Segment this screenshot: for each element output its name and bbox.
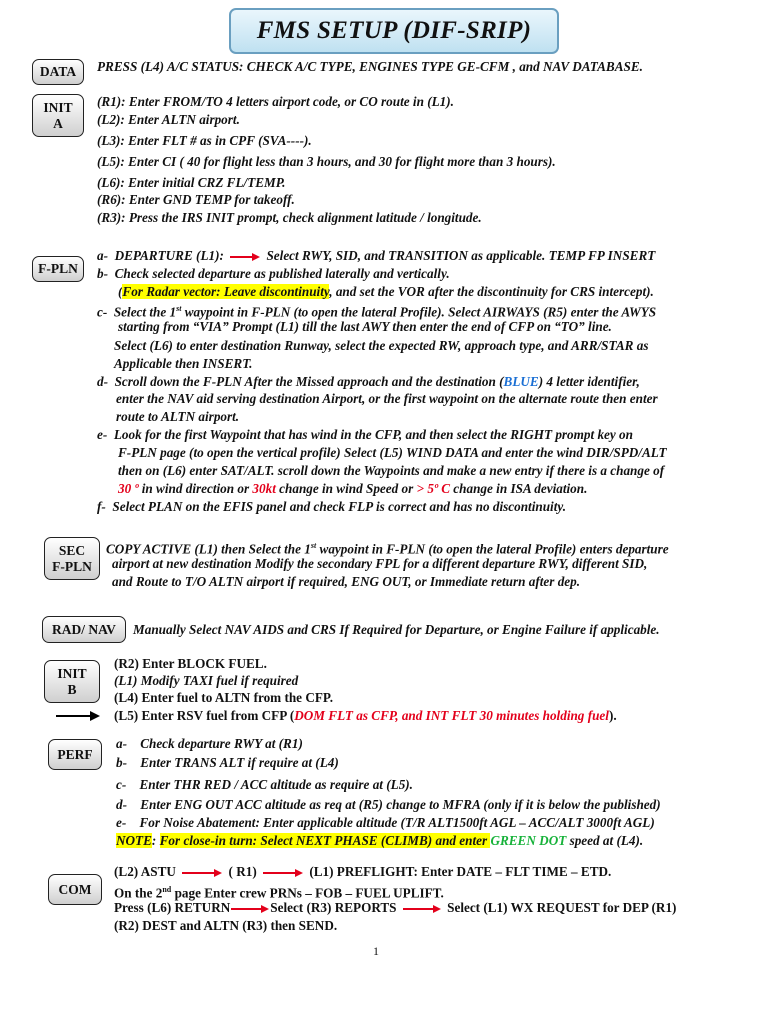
init-b-line: (R2) Enter BLOCK FUEL. (114, 656, 267, 671)
page-number: 1 (373, 944, 379, 958)
fpln-item-b: b- Check selected departure as published laterally and vertically. (97, 266, 450, 281)
key-sec-fpln: SEC F-PLN (44, 537, 100, 580)
arrow-right-icon (231, 905, 269, 913)
init-b-line: (L4) Enter fuel to ALTN from the CFP. (114, 690, 334, 705)
key-init-b: INIT B (44, 660, 100, 703)
fpln-item-e: e- Look for the first Waypoint that has wind in the CFP, and then select the RIGHT prompt key on (97, 427, 633, 442)
perf-note: NOTE: For close-in turn: Select NEXT PHASE (CLIMB) and enter GREEN DOT speed at (L4). (116, 833, 644, 848)
fpln-item-d-line: route to ALTN airport. (116, 409, 240, 424)
arrow-right-icon (56, 711, 100, 721)
com-line: On the 2nd page Enter crew PRNs – FOB – FUEL UPLIFT. (114, 885, 444, 901)
page-title: FMS SETUP (DIF-SRIP) (229, 8, 559, 54)
radnav-line: Manually Select NAV AIDS and CRS If Required for Departure, or Engine Failure if applicable. (133, 622, 660, 637)
key-fpln: F-PLN (32, 256, 84, 282)
perf-item: b- Enter TRANS ALT if require at (L4) (116, 755, 339, 770)
fpln-item-e-line: F-PLN page (to open the vertical profile) Select (L5) WIND DATA and enter the wind DIR/SPD/ALT (118, 445, 667, 460)
sec-line: and Route to T/O ALTN airport if required, ENG OUT, or Immediate return after dep. (112, 574, 581, 589)
init-b-line: (L1) Modify TAXI fuel if required (114, 673, 299, 688)
data-instruction: PRESS (L4) A/C STATUS: CHECK A/C TYPE, ENGINES TYPE GE-CFM , and NAV DATABASE. (97, 59, 643, 74)
sec-line: airport at new destination Modify the secondary FPL for a different departure RWY, different SID, (112, 556, 648, 571)
init-a-line: (R6): Enter GND TEMP for takeoff. (97, 192, 295, 207)
key-data: DATA (32, 59, 84, 85)
com-line: Press (L6) RETURN Select (R3) REPORTS Select (L1) WX REQUEST for DEP (R1) (114, 900, 677, 915)
init-a-line: (R3): Press the IRS INIT prompt, check alignment latitude / longitude. (97, 210, 482, 225)
key-init-a: INIT A (32, 94, 84, 137)
fpln-item-c: c- Select the 1st waypoint in F-PLN (to open the lateral Profile). Select AIRWAYS (R5) enter the AWYS (97, 304, 657, 320)
key-perf: PERF (48, 739, 102, 770)
fpln-item-a: a- DEPARTURE (L1): Select RWY, SID, and TRANSITION as applicable. TEMP FP INSERT (97, 248, 656, 263)
fpln-item-e-line: 30 º in wind direction or 30kt change in wind Speed or > 5º C change in ISA deviation. (118, 481, 588, 496)
sec-line: COPY ACTIVE (L1) then Select the 1st waypoint in F-PLN (to open the lateral Profile) enters departure (106, 541, 669, 557)
fpln-item-d: d- Scroll down the F-PLN After the Missed approach and the destination (BLUE) 4 letter identifier, (97, 374, 640, 389)
fpln-item-b-note: (For Radar vector: Leave discontinuity, and set the VOR after the discontinuity for CRS intercept). (118, 284, 654, 299)
arrow-right-icon (403, 905, 441, 913)
fpln-item-d-line: enter the NAV aid serving destination Airport, or the first waypoint on the alternate route then enter (116, 391, 658, 406)
fpln-item-f: f- Select PLAN on the EFIS panel and check FLP is correct and has no discontinuity. (97, 499, 567, 514)
fpln-item-c-line: Applicable then INSERT. (114, 356, 253, 371)
arrow-right-icon (182, 869, 222, 877)
perf-item: c- Enter THR RED / ACC altitude as require at (L5). (116, 777, 413, 792)
fpln-item-e-line: then on (L6) enter SAT/ALT. scroll down the Waypoints and make a new entry if there is a change of (118, 463, 665, 478)
fpln-item-c-line: Select (L6) to enter destination Runway, select the expected RW, approach type, and ARR/STAR as (114, 338, 649, 353)
init-b-line: (L5) Enter RSV fuel from CFP (DOM FLT as CFP, and INT FLT 30 minutes holding fuel). (114, 708, 617, 723)
perf-item: d- Enter ENG OUT ACC altitude as req at (R5) change to MFRA (only if it is below the published) (116, 797, 661, 812)
init-a-line: (L2): Enter ALTN airport. (97, 112, 240, 127)
init-a-line: (L6): Enter initial CRZ FL/TEMP. (97, 175, 286, 190)
init-a-line: (L3): Enter FLT # as in CPF (SVA----). (97, 133, 312, 148)
perf-item: a- Check departure RWY at (R1) (116, 736, 303, 751)
arrow-right-icon (230, 253, 260, 261)
init-a-line: (L5): Enter CI ( 40 for flight less than 3 hours, and 30 for flight more than 3 hours). (97, 154, 556, 169)
perf-item: e- For Noise Abatement: Enter applicable altitude (T/R ALT1500ft AGL – ACC/ALT 3000ft AGL) (116, 815, 655, 830)
key-rad-nav: RAD/ NAV (42, 616, 126, 643)
init-a-line: (R1): Enter FROM/TO 4 letters airport code, or CO route in (L1). (97, 94, 454, 109)
key-com: COM (48, 874, 102, 905)
com-line: (L2) ASTU ( R1) (L1) PREFLIGHT: Enter DATE – FLT TIME – ETD. (114, 864, 612, 879)
com-line: (R2) DEST and ALTN (R3) then SEND. (114, 918, 338, 933)
arrow-right-icon (263, 869, 303, 877)
fpln-item-c-line: starting from “VIA” Prompt (L1) till the last AWY then enter the end of CFP on “TO” line. (118, 319, 612, 334)
